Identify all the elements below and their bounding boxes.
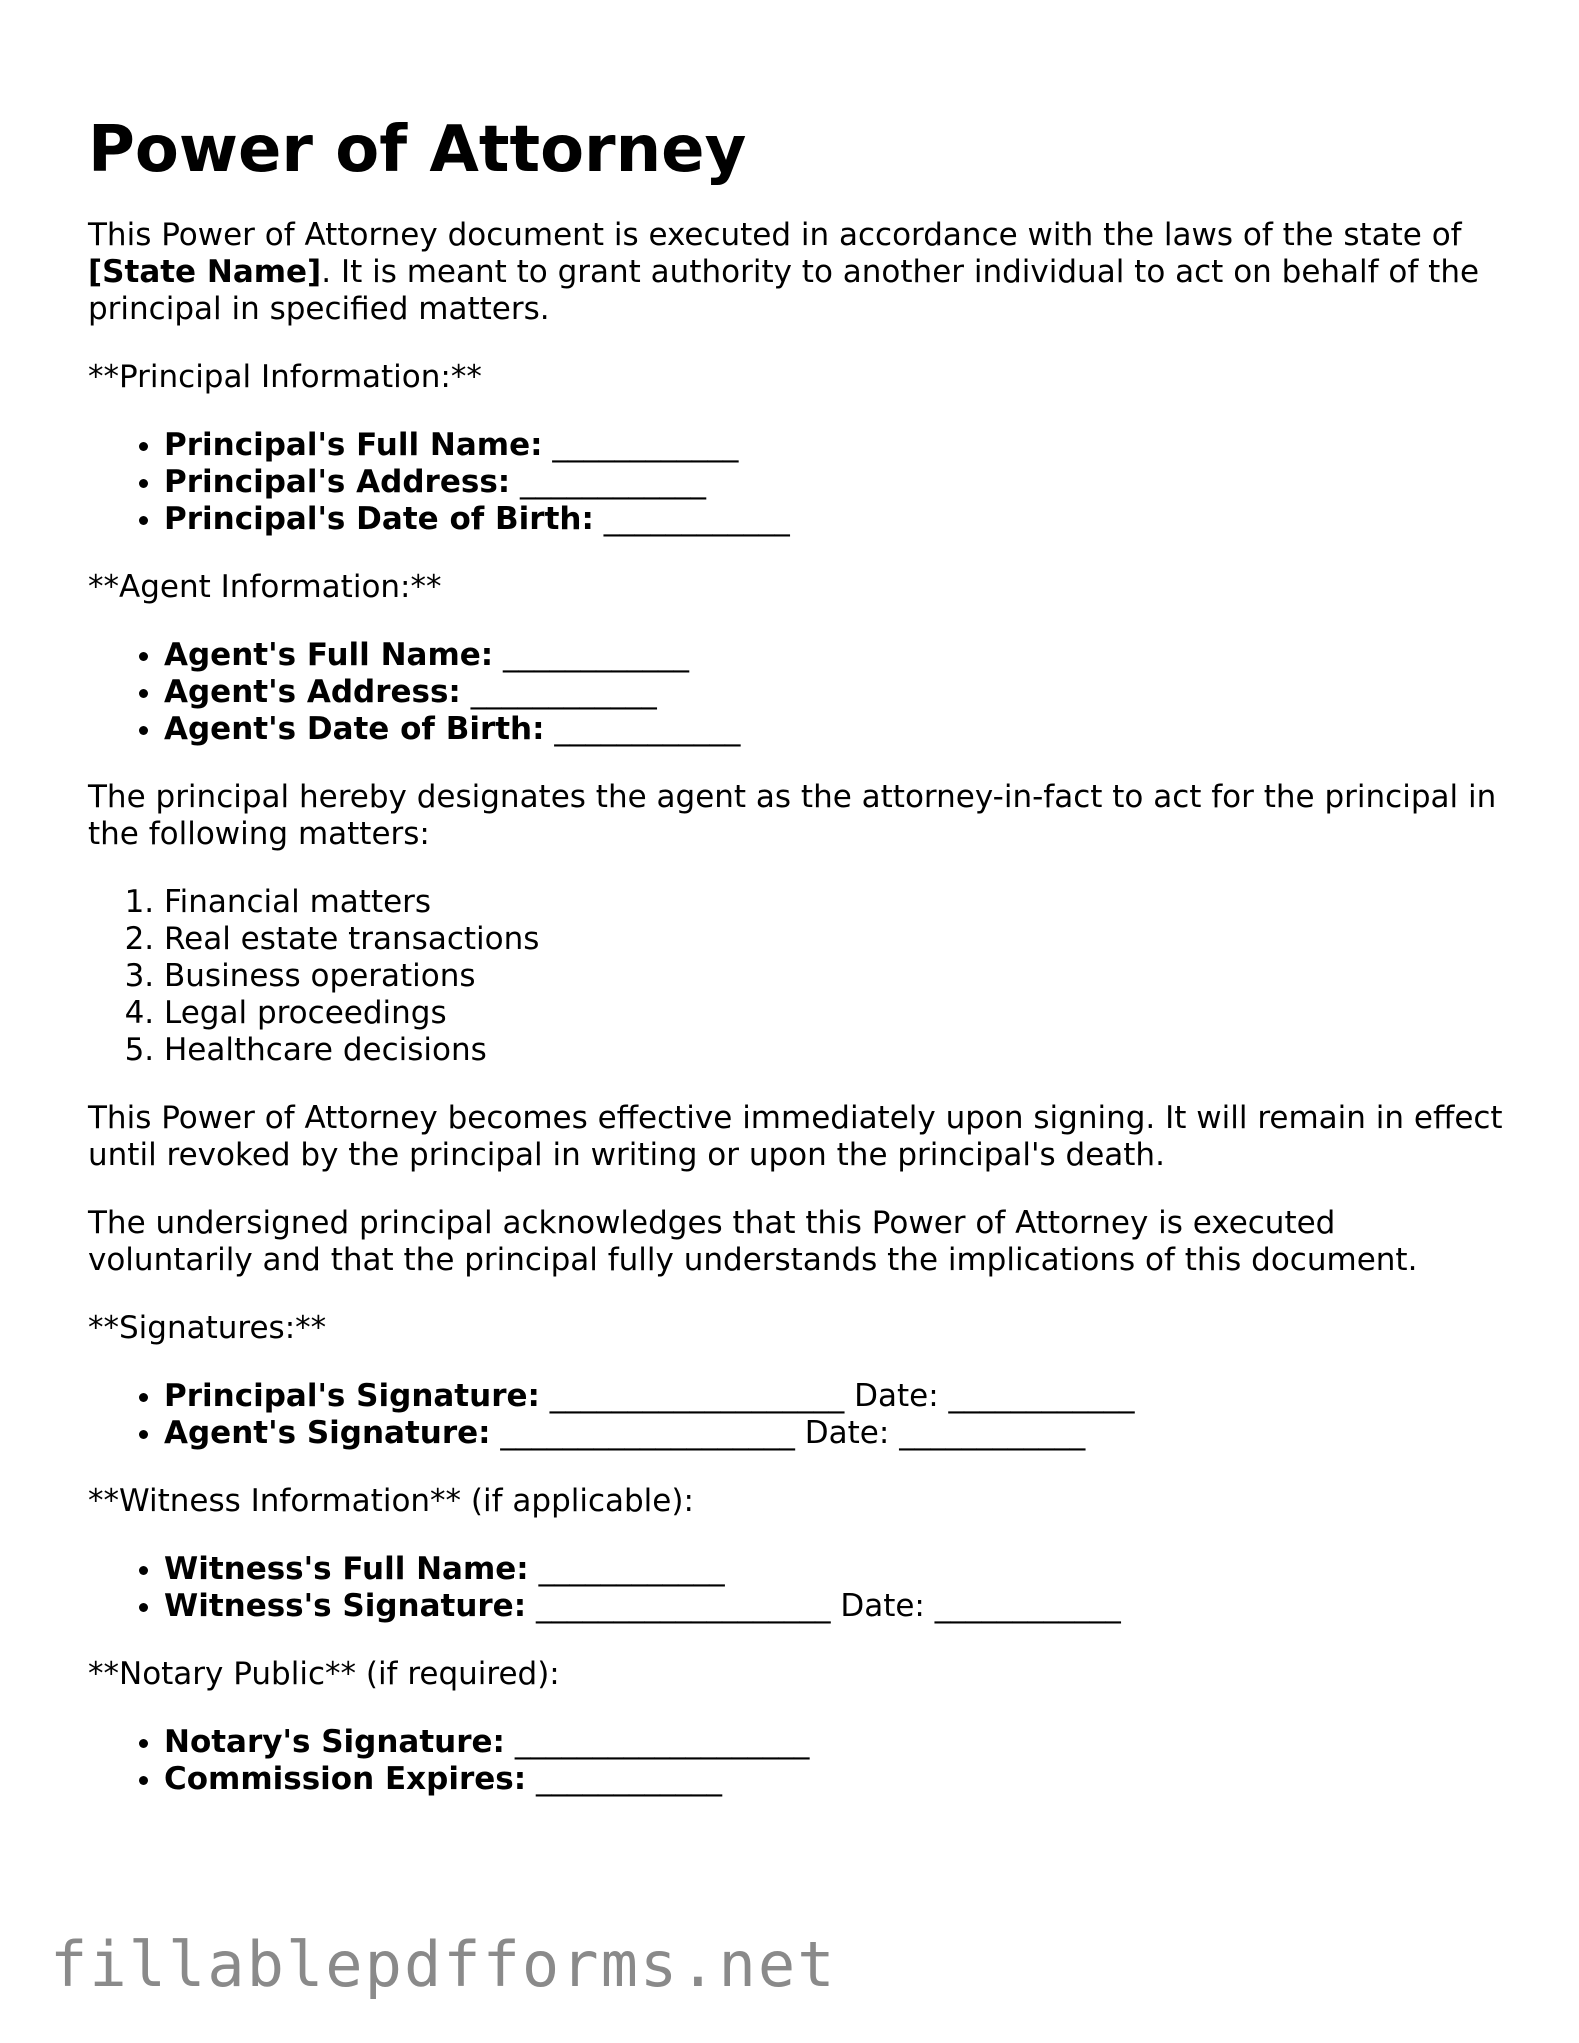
list-item bbox=[164, 674, 1508, 711]
list-item bbox=[164, 427, 1508, 464]
principal-heading: **Principal Information:** bbox=[88, 359, 482, 395]
signatures-heading: **Signatures:** bbox=[88, 1310, 327, 1346]
date-label: Date: bbox=[804, 1415, 890, 1451]
date-label: Date: bbox=[840, 1588, 925, 1624]
field-label: Agent's Date of Birth: bbox=[164, 711, 545, 747]
principal-signature-blank[interactable]: ___________________ bbox=[549, 1378, 845, 1414]
witness-fields-list bbox=[88, 1551, 1508, 1625]
list-item: 4. Legal proceedings bbox=[164, 995, 1508, 1032]
agent-dob-blank[interactable]: ____________ bbox=[554, 711, 741, 747]
agent-heading: **Agent Information:** bbox=[88, 569, 442, 605]
principal-fields-list bbox=[88, 427, 1508, 538]
list-item: 1. Financial matters bbox=[164, 884, 1508, 921]
field-label: Witness's Full Name: bbox=[164, 1551, 529, 1587]
field-label: Agent's Signature: bbox=[164, 1415, 491, 1451]
witness-signature-date-blank[interactable]: ____________ bbox=[934, 1588, 1121, 1624]
list-item: 2. Real estate transactions bbox=[164, 921, 1508, 958]
agent-signature-date-blank[interactable]: ____________ bbox=[899, 1415, 1086, 1451]
list-item bbox=[164, 464, 1508, 501]
field-label: Notary's Signature: bbox=[164, 1724, 505, 1760]
intro-paragraph bbox=[88, 217, 1508, 328]
list-item bbox=[164, 1378, 1508, 1415]
notary-fields-list bbox=[88, 1724, 1508, 1798]
witness-full-name-blank[interactable]: ____________ bbox=[538, 1551, 725, 1587]
document-page bbox=[88, 105, 1508, 1829]
list-item bbox=[164, 1551, 1508, 1588]
list-item bbox=[164, 501, 1508, 538]
notary-heading: **Notary Public** (if required): bbox=[88, 1656, 560, 1692]
agent-signature-blank[interactable]: ___________________ bbox=[500, 1415, 795, 1451]
field-label: Principal's Signature: bbox=[164, 1378, 540, 1414]
principal-full-name-blank[interactable]: ____________ bbox=[552, 427, 739, 463]
commission-expires-blank[interactable]: ____________ bbox=[535, 1761, 722, 1797]
notary-signature-blank[interactable]: ___________________ bbox=[514, 1724, 810, 1760]
witness-signature-blank[interactable]: ___________________ bbox=[535, 1588, 831, 1624]
witness-heading: **Witness Information** (if applicable): bbox=[88, 1483, 694, 1519]
field-label: Principal's Full Name: bbox=[164, 427, 543, 463]
effective-paragraph: This Power of Attorney becomes effective immediately upon signing. It will remain in effect until revoked by the principal in writing or upon the principal's death. bbox=[88, 1100, 1503, 1173]
list-item bbox=[164, 1588, 1508, 1625]
intro-text-1: This Power of Attorney document is executed in accordance with the laws of the state of bbox=[88, 217, 1462, 253]
field-label: Principal's Date of Birth: bbox=[164, 501, 594, 537]
field-label: Agent's Full Name: bbox=[164, 637, 494, 673]
acknowledgment-paragraph: The undersigned principal acknowledges that this Power of Attorney is executed voluntarily and that the principal fully understands the implications of this document. bbox=[88, 1205, 1418, 1278]
principal-address-blank[interactable]: ____________ bbox=[520, 464, 707, 500]
list-item: 5. Healthcare decisions bbox=[164, 1032, 1508, 1069]
signature-fields-list bbox=[88, 1378, 1508, 1452]
date-label: Date: bbox=[854, 1378, 939, 1414]
field-label: Witness's Signature: bbox=[164, 1588, 527, 1624]
agent-full-name-blank[interactable]: ____________ bbox=[503, 637, 690, 673]
document-title: Power of Attorney bbox=[88, 113, 747, 187]
agent-fields-list bbox=[88, 637, 1508, 748]
principal-dob-blank[interactable]: ____________ bbox=[603, 501, 790, 537]
intro-text-2: . It is meant to grant authority to another individual to act on behalf of the principal in specified matters. bbox=[88, 254, 1480, 327]
field-label: Commission Expires: bbox=[164, 1761, 527, 1797]
designation-paragraph: The principal hereby designates the agent as the attorney-in-fact to act for the principal in the following matters: bbox=[88, 779, 1497, 852]
matters-list bbox=[88, 884, 1508, 1069]
list-item bbox=[164, 1415, 1508, 1452]
list-item: 3. Business operations bbox=[164, 958, 1508, 995]
list-item bbox=[164, 711, 1508, 748]
principal-signature-date-blank[interactable]: ____________ bbox=[948, 1378, 1135, 1414]
field-label: Principal's Address: bbox=[164, 464, 511, 500]
list-item bbox=[164, 1724, 1508, 1761]
list-item bbox=[164, 637, 1508, 674]
state-name-placeholder: [State Name] bbox=[88, 254, 322, 290]
list-item bbox=[164, 1761, 1508, 1798]
agent-address-blank[interactable]: ____________ bbox=[470, 674, 657, 710]
site-watermark: fillablepdfforms.net bbox=[50, 1928, 837, 2001]
field-label: Agent's Address: bbox=[164, 674, 461, 710]
